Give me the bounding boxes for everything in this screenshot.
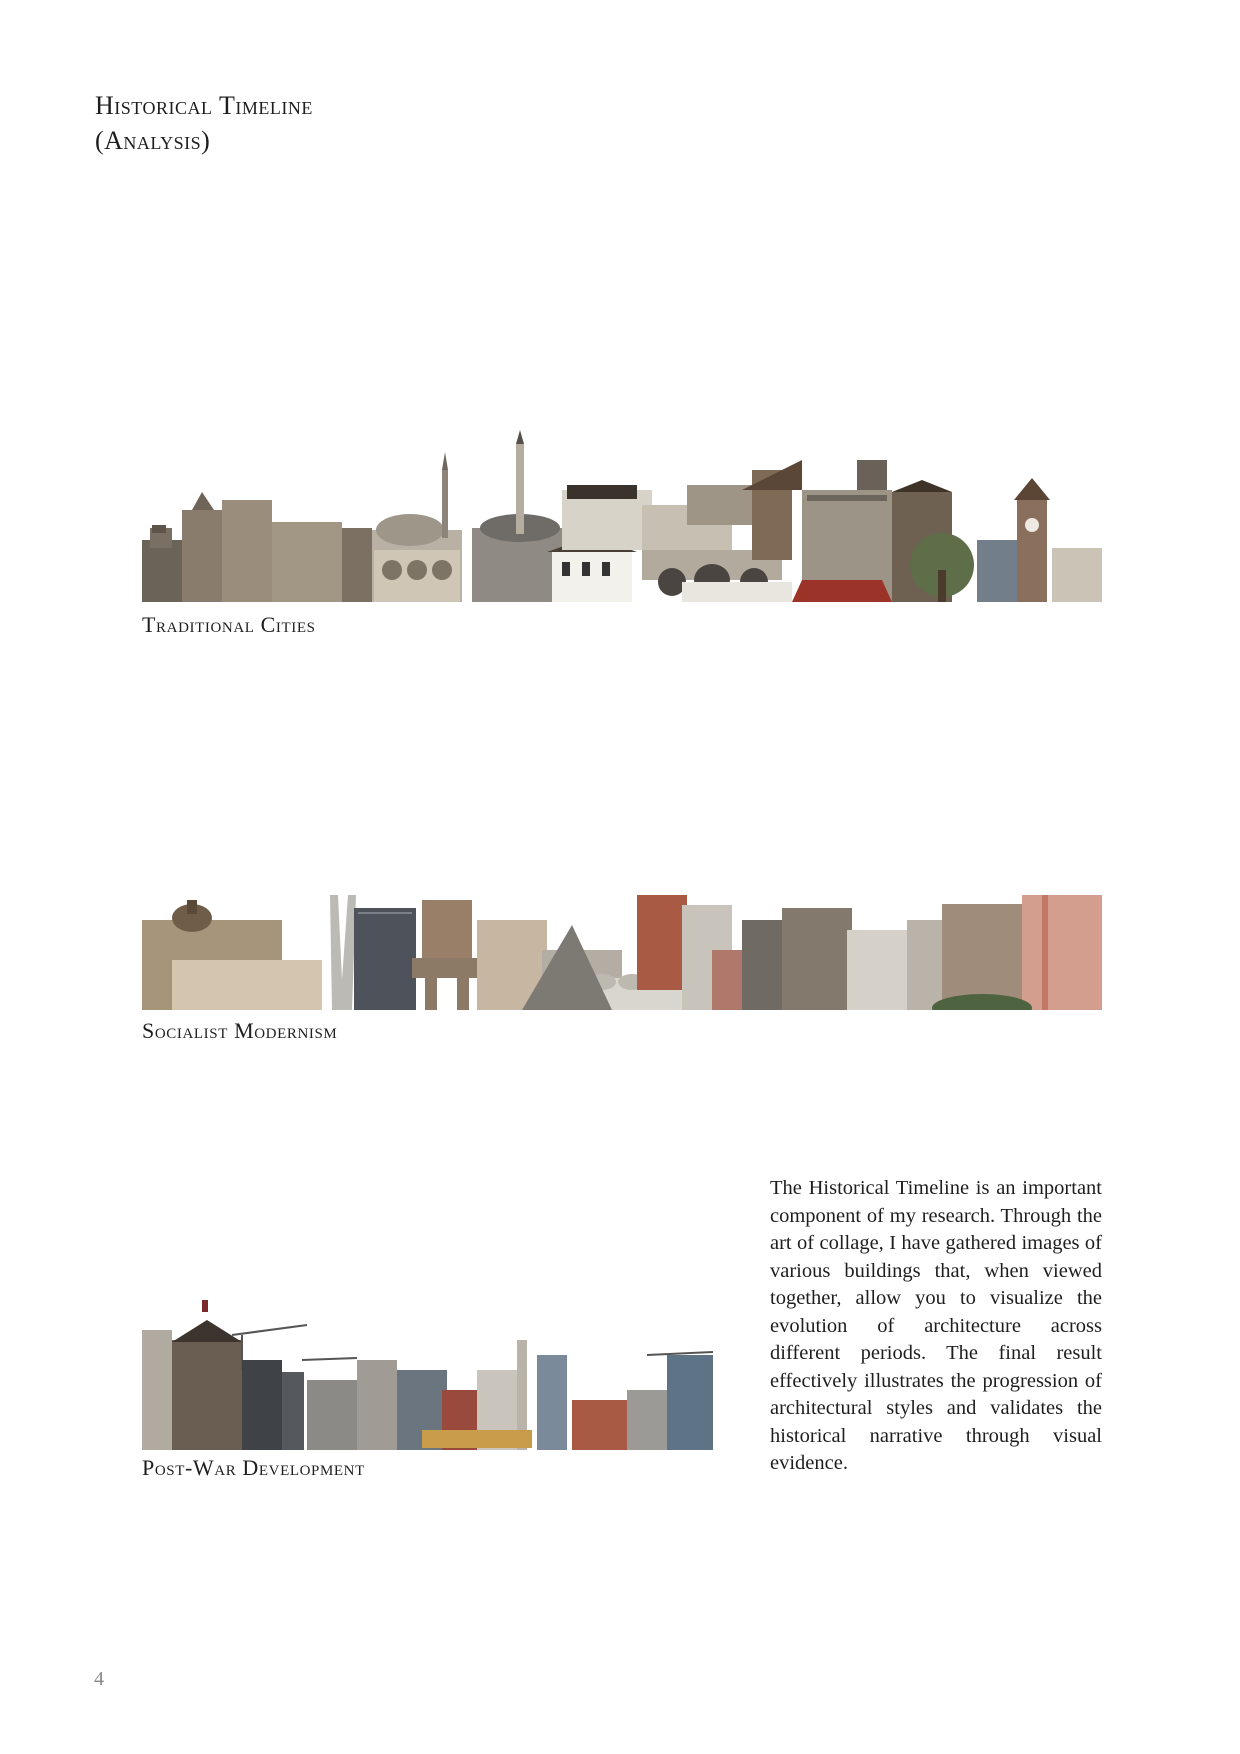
traditional-cities-caption: Traditional Cities [142, 612, 316, 637]
traditional-cities-collage-image [142, 430, 1102, 602]
description-paragraph: The Historical Timeline is an important component of my research. Through the art of collage, I have gathered images of various buildings that, when viewed together, allow you to visualize the evolution of architecture across different periods. The final result effectively illustrates the progression of architectural styles and validates the historical narrative through visual evidence. [770, 1177, 1102, 1474]
post-war-development-caption: Post-War Development [142, 1455, 365, 1480]
socialist-modernism-collage-image [142, 890, 1102, 1010]
traditional-cities-collage [142, 430, 1102, 602]
page-title-line-1: Historical Timeline [95, 91, 313, 120]
page-title [95, 88, 313, 158]
socialist-modernism-caption: Socialist Modernism [142, 1018, 338, 1043]
post-war-development-collage [142, 1300, 713, 1450]
post-war-development-collage-image [142, 1300, 713, 1450]
socialist-modernism-collage [142, 890, 1102, 1010]
page-title-line-2: (Analysis) [95, 126, 211, 155]
page-number: 4 [94, 1668, 104, 1690]
